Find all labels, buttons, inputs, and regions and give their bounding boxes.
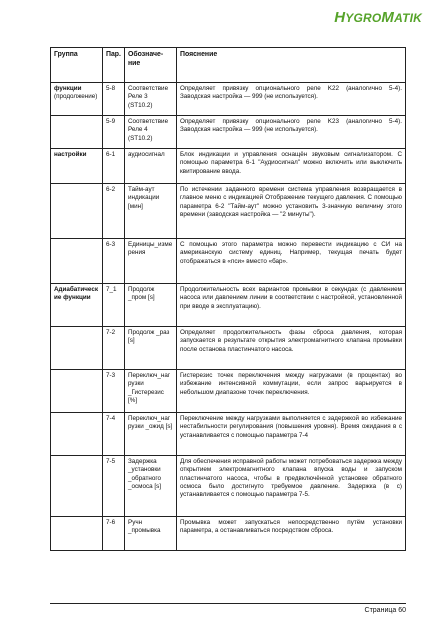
label-cell: Соответствие Реле 3 (ST10.2)	[125, 83, 177, 116]
desc-cell: Блок индикации и управления оснащён звуковым сигнализатором. С помощью параметра 6-1 "Аудиосигнал" можно включить или выключить квитирование ввода.	[177, 149, 406, 184]
table-row	[51, 284, 406, 327]
table-row	[51, 370, 406, 413]
param-cell: 5-8	[103, 83, 125, 116]
table-header-row	[51, 48, 406, 83]
group-cell	[51, 456, 103, 517]
table-row	[51, 456, 406, 517]
table-row	[51, 327, 406, 370]
table-row	[51, 239, 406, 284]
group-cell	[51, 517, 103, 551]
table-row	[51, 184, 406, 239]
label-cell: Продолж _раз [s]	[125, 327, 177, 370]
param-cell: 6-3	[103, 239, 125, 284]
group-cell	[51, 239, 103, 284]
label-cell: Продолж _пром [s]	[125, 284, 177, 327]
desc-cell: Гистерезис точек переключения между нагрузками (в процентах) во избежание интенсивной коммутации, если запрос варьируется в небольшом диапазоне точек переключения.	[177, 370, 406, 413]
param-cell: 7-4	[103, 413, 125, 456]
desc-cell: Продолжительность всех вариантов промывки в секундах (с давлением насоса или давлением линии в соответствии с настройкой, установленной при вводе в эксплуатацию).	[177, 284, 406, 327]
table-row	[51, 116, 406, 149]
label-cell: Тайм-аут индикации [мин]	[125, 184, 177, 239]
param-cell: 7-2	[103, 327, 125, 370]
table-row	[51, 83, 406, 116]
param-cell: 7-6	[103, 517, 125, 551]
footer-divider	[50, 603, 406, 604]
page-number: Страница 60	[364, 607, 406, 614]
desc-cell: Переключение между нагрузками выполняется с задержкой во избежание нестабильности регулирования (повышения уровня). Время ожидания в с устанавливается с помощью параметра 7-4	[177, 413, 406, 456]
label-cell: Соответствие Реле 4 (ST10.2)	[125, 116, 177, 149]
table-row	[51, 413, 406, 456]
label-cell: Переключ_нагрузки _Гистерезис [%]	[125, 370, 177, 413]
group-cell: Адиабатические функции	[51, 284, 103, 327]
label-cell: Ручн _промывка	[125, 517, 177, 551]
group-cell: настройки	[51, 149, 103, 184]
desc-cell: Промывка может запускаться непосредственно путём установки параметра, а останавливаться посредством сброса.	[177, 517, 406, 551]
param-cell: 6-1	[103, 149, 125, 184]
param-cell: 7-3	[103, 370, 125, 413]
label-cell: аудиосигнал	[125, 149, 177, 184]
group-cell: функции (продолжение)	[51, 83, 103, 116]
desc-cell: С помощью этого параметра можно перевести индикацию с СИ на американскую систему единиц. Например, текущая печать будет отображаться в «пси» вместо «бар».	[177, 239, 406, 284]
param-cell: 5-9	[103, 116, 125, 149]
param-cell: 7-5	[103, 456, 125, 517]
label-cell: Единицы_измерения	[125, 239, 177, 284]
param-cell: 7_1	[103, 284, 125, 327]
group-cell	[51, 370, 103, 413]
header-param: Пар.	[103, 48, 125, 83]
header-desc: Пояснение	[177, 48, 406, 83]
param-cell: 6-2	[103, 184, 125, 239]
parameter-table	[50, 47, 406, 551]
group-cell	[51, 116, 103, 149]
hygromatik-logo: HYGROMATIK	[334, 9, 422, 26]
group-cell	[51, 327, 103, 370]
table-row	[51, 149, 406, 184]
group-cell	[51, 184, 103, 239]
desc-cell: По истечении заданного времени система управления возвращается в главное меню с индикацией Отображение текущего давления. С помощью параметра 6-2 "Тайм-аут" можно установить 3-значную величину этого времени (заводская настройка — "2 минуты").	[177, 184, 406, 239]
desc-cell: Для обеспечения исправной работы может потребоваться задержка между открытием электромагнитного клапана впуска воды и запуском пластинчатого насоса, чтобы в предвключённой установке обратного осмоса было достигнуто требуемое давление. Задержка (в с) устанавливается с помощью параметра 7-5.	[177, 456, 406, 517]
group-cell	[51, 413, 103, 456]
desc-cell: Определяет привязку опционального реле K23 (аналогично 5-4). Заводская настройка — 999 (не используется).	[177, 116, 406, 149]
desc-cell: Определяет продолжительность фазы сброса давления, которая запускается в результате открытия электромагнитного клапана промывки после останова пластинчатого насоса.	[177, 327, 406, 370]
label-cell: Переключ_нагрузки _ожид [s]	[125, 413, 177, 456]
header-group: Группа	[51, 48, 103, 83]
desc-cell: Определяет привязку опционального реле K22 (аналогично 5-4). Заводская настройка — 999 (не используется).	[177, 83, 406, 116]
table-row	[51, 517, 406, 551]
header-label: Обозначе-ние	[125, 48, 177, 83]
label-cell: Задержка _установки _обратного _осмоса [s]	[125, 456, 177, 517]
